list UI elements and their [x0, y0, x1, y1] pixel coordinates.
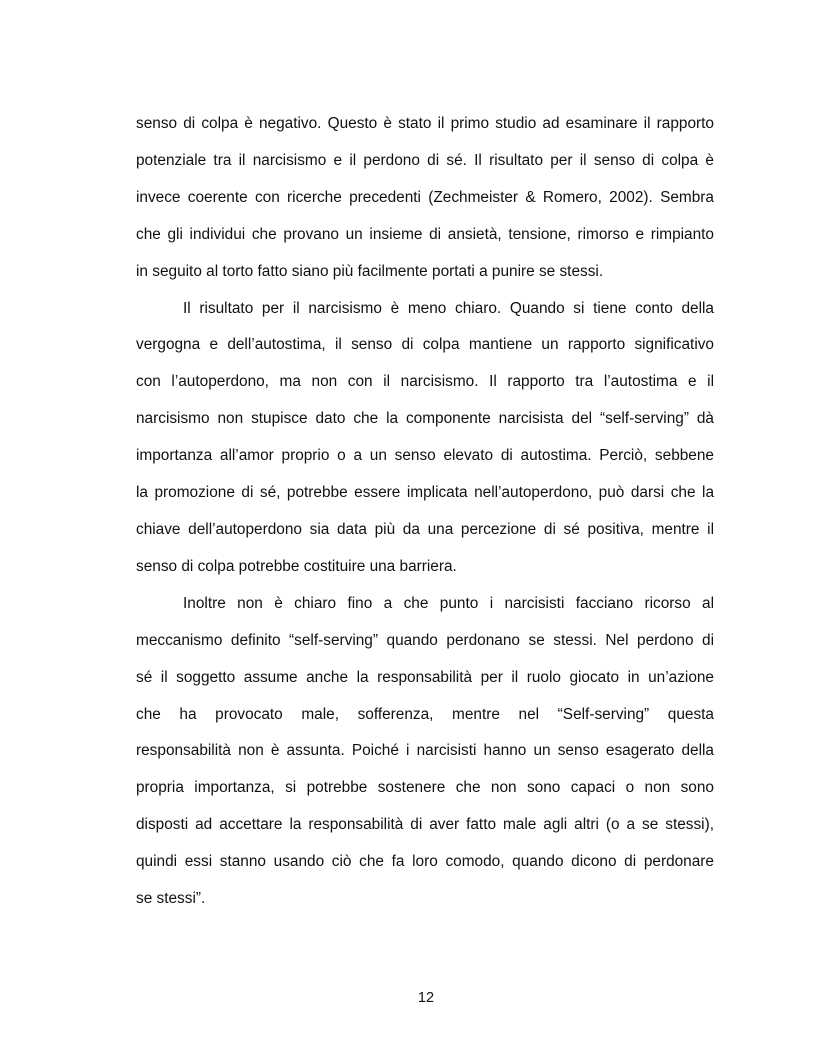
page-body	[136, 106, 714, 918]
text-line: invece coerente con ricerche precedenti (Zechmeister & Romero, 2002). Sembra	[136, 188, 714, 206]
text-line: Inoltre non è chiaro fino a che punto i narcisisti facciano ricorso al	[183, 594, 714, 612]
text-line: in seguito al torto fatto siano più facilmente portati a punire se stessi.	[136, 262, 604, 280]
text-line: se stessi”.	[136, 890, 206, 908]
text-line: propria importanza, si potrebbe sostenere che non sono capaci o non sono	[136, 779, 714, 797]
text-line: Il risultato per il narcisismo è meno chiaro. Quando si tiene conto della	[183, 299, 714, 317]
text-line: senso di colpa potrebbe costituire una barriera.	[136, 557, 457, 575]
paragraph-2	[136, 291, 714, 586]
text-line: che gli individui che provano un insieme di ansietà, tensione, rimorso e rimpianto	[136, 225, 714, 243]
text-line: narcisismo non stupisce dato che la componente narcisista del “self-serving” dà	[136, 410, 714, 428]
text-line: responsabilità non è assunta. Poiché i narcisisti hanno un senso esagerato della	[136, 742, 714, 760]
text-line: senso di colpa è negativo. Questo è stato il primo studio ad esaminare il rapporto	[136, 115, 714, 132]
text-line: quindi essi stanno usando ciò che fa loro comodo, quando dicono di perdonare	[136, 853, 714, 871]
page-number: 12	[417, 990, 435, 1006]
paragraph-1	[136, 106, 714, 291]
text-line: con l’autoperdono, ma non con il narcisismo. Il rapporto tra l’autostima e il	[136, 373, 714, 391]
paragraph-3	[136, 586, 714, 918]
text-line: la promozione di sé, potrebbe essere implicata nell’autoperdono, può darsi che la	[136, 484, 714, 502]
text-line: chiave dell’autoperdono sia data più da una percezione di sé positiva, mentre il	[136, 520, 714, 538]
text-line: meccanismo definito “self-serving” quando perdonano se stessi. Nel perdono di	[136, 631, 714, 649]
text-line: vergogna e dell’autostima, il senso di colpa mantiene un rapporto significativo	[136, 336, 714, 354]
text-line: che ha provocato male, sofferenza, mentre nel “Self-serving” questa	[136, 705, 714, 723]
text-line: potenziale tra il narcisismo e il perdono di sé. Il risultato per il senso di colpa è	[136, 151, 714, 169]
text-line: sé il soggetto assume anche la responsabilità per il ruolo giocato in un’azione	[136, 668, 714, 686]
text-line: importanza all’amor proprio o a un senso elevato di autostima. Perciò, sebbene	[136, 447, 714, 465]
text-line: disposti ad accettare la responsabilità di aver fatto male agli altri (o a se stessi),	[136, 816, 714, 834]
